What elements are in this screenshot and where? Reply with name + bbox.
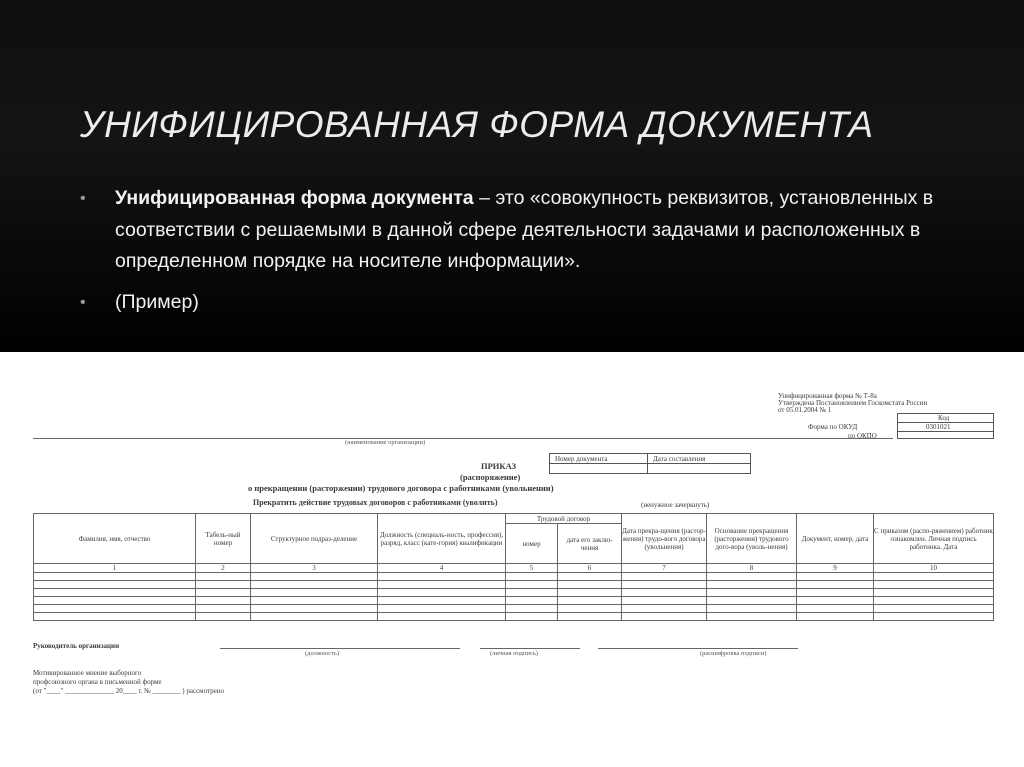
opinion-line: Мотивированное мнение выборного: [33, 669, 142, 677]
column-number: 4: [378, 564, 506, 573]
okpo-label: по ОКПО: [848, 432, 877, 440]
bullet-item: [80, 287, 940, 319]
opinion-line: (от "____" ______________ 20____ г. № ________ ) рассмотрено: [33, 687, 225, 695]
organization-caption: (наименование организации): [345, 439, 426, 446]
col-header-contract-group: Трудовой договор: [506, 514, 622, 524]
table-row: [34, 605, 994, 613]
column-number: 1: [34, 564, 196, 573]
col-header-termination-date: Дата прекра-щения (растор-жения) трудо-вого договора (увольнения): [622, 514, 707, 564]
col-header-basis: Основание прекращения (расторжения) трудового дого-вора (уволь-нения): [707, 514, 797, 564]
col-header-name: Фамилия, имя, отчество: [34, 514, 196, 564]
approval-line: от 05.01.2004 № 1: [778, 406, 832, 414]
doc-subtitle: (распоряжение): [460, 472, 521, 482]
opinion-line: профсоюзного органа в письменной форме: [33, 678, 162, 686]
bullet-text: – это «совокупность реквизитов, установленных в соответствии с решаемыми в данной сфере деятельности задачами и расположенных в определенном порядке на носителе информации».: [115, 187, 934, 272]
slide-header-area: [0, 0, 1024, 352]
doc-date-label: Дата составления: [653, 455, 706, 463]
col-header-department: Структурное подраз-деление: [251, 514, 378, 564]
column-number: 8: [707, 564, 797, 573]
column-number: 2: [196, 564, 251, 573]
bullet-term: Унифицированная форма документа: [115, 187, 474, 209]
column-number: 5: [506, 564, 558, 573]
column-number: 7: [622, 564, 707, 573]
organization-line: [33, 438, 893, 439]
approval-line: Утверждена Постановлением Госкомстата России: [778, 399, 928, 407]
slide-title: УНИФИЦИРОВАННАЯ ФОРМА ДОКУМЕНТА: [80, 104, 874, 145]
name-caption: (расшифровка подписи): [700, 650, 767, 657]
bullet-icon: •: [80, 293, 86, 311]
employees-table: [33, 513, 994, 621]
table-row: [34, 581, 994, 589]
head-label: Руководитель организации: [33, 642, 120, 650]
bullet-icon: •: [80, 190, 86, 207]
column-number: 3: [251, 564, 378, 573]
col-header-acknowledgement: С приказом (распо-ряжением) работник ознакомлен. Личная подпись работника. Дата: [874, 514, 994, 564]
doc-number-label: Номер документа: [555, 455, 608, 463]
okud-value: 0301021: [926, 423, 951, 431]
col-header-position: Должность (специаль-ность, профессия), разряд, класс (кате-гория) квалификации: [378, 514, 506, 564]
position-line: [220, 648, 460, 649]
form-example-image: [0, 352, 1024, 767]
doc-title: ПРИКАЗ: [481, 461, 516, 471]
table-row: [34, 613, 994, 621]
table-row: [34, 597, 994, 605]
position-caption: (должность): [305, 650, 340, 657]
table-row: [34, 589, 994, 597]
col-header-contract-number: номер: [506, 524, 558, 564]
col-header-tab-number: Табель-ный номер: [196, 514, 251, 564]
doc-subject: о прекращении (расторжении) трудового договора с работниками (увольнении): [248, 483, 554, 493]
doc-number-date-box: [549, 453, 751, 474]
bullet-list: [80, 183, 940, 318]
doc-action-note: (ненужное зачеркнуть): [641, 501, 710, 509]
name-line: [598, 648, 798, 649]
bullet-item: [80, 183, 940, 278]
code-label: Код: [938, 414, 950, 422]
column-number: 10: [874, 564, 994, 573]
signature-line: [480, 648, 580, 649]
approval-line: Унифицированная форма № Т-8а: [778, 392, 877, 400]
bullet-text: (Пример): [115, 290, 199, 313]
column-number: 9: [797, 564, 874, 573]
col-header-contract-date: дата его заклю-чения: [558, 524, 622, 564]
column-numbers-row: [34, 564, 994, 573]
signature-caption: (личная подпись): [490, 650, 538, 657]
doc-action: Прекратить действие трудовых договоров с работниками (уволить): [253, 498, 498, 507]
okud-label: Форма по ОКУД: [808, 423, 858, 431]
column-number: 6: [558, 564, 622, 573]
table-row: [34, 573, 994, 581]
code-box: [897, 413, 994, 439]
col-header-document: Документ, номер, дата: [797, 514, 874, 564]
